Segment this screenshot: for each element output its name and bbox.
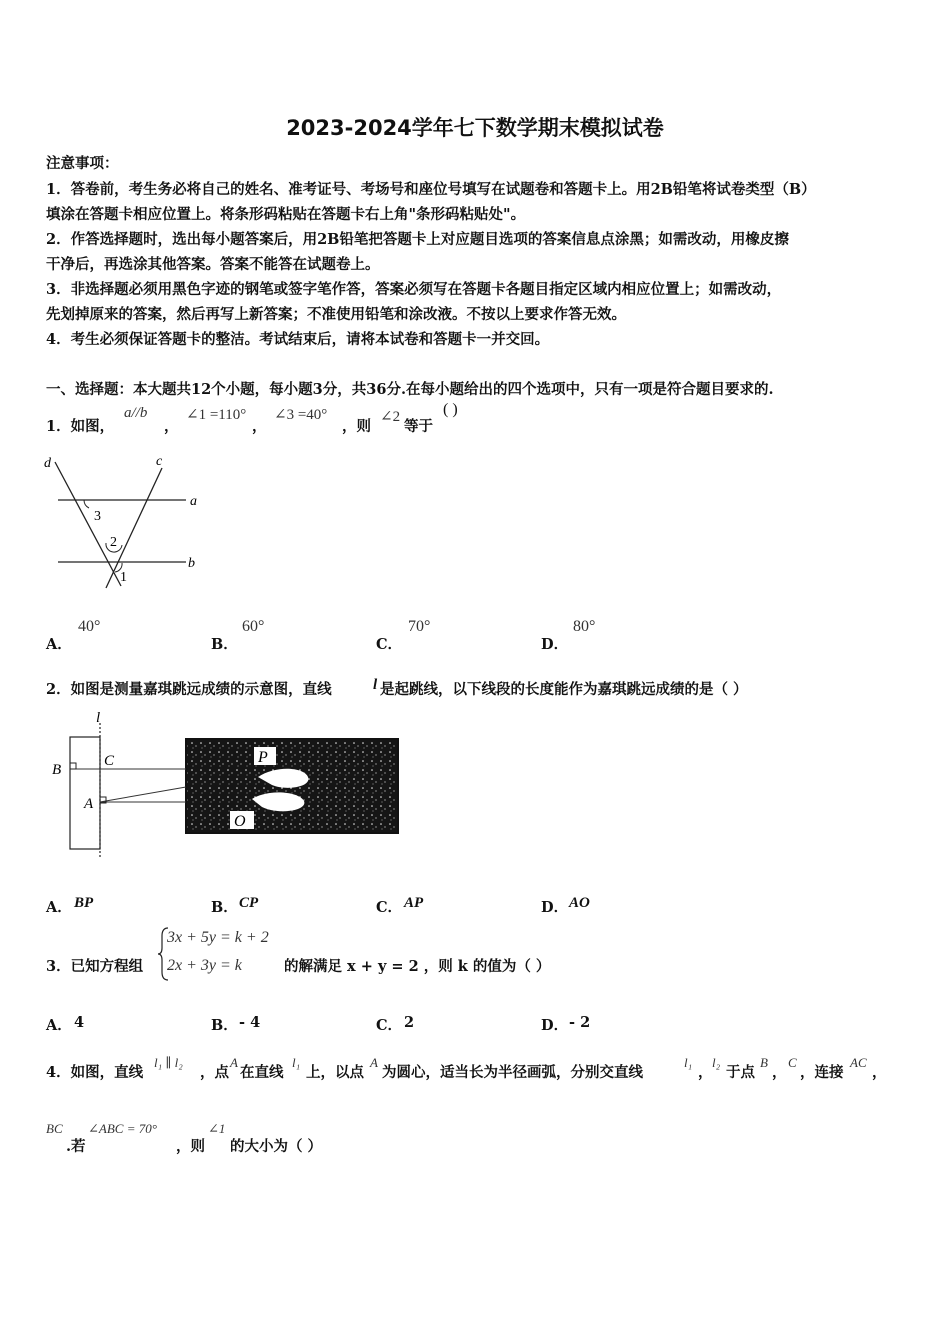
q4-text: .若 [66,1138,86,1155]
label-a: a [190,494,197,509]
q2-option-c-value: AP [404,895,424,911]
notice-line: 填涂在答题卡相应位置上。将条形码粘贴在答题卡右上角"条形码粘贴处"。 [46,206,526,223]
q2-option-d-value: AO [569,895,590,911]
label-p: P [258,749,268,766]
q2-option-b-value: CP [239,895,259,911]
q1-option-c-value: 70° [408,618,431,635]
section-heading: 一、选择题：本大题共12个小题，每小题3分，共36分.在每小题给出的四个选项中，只有一项是符合题目要求的. [46,381,774,398]
q3-option-c-letter[interactable]: C． [376,1017,403,1034]
q1-option-c-letter[interactable]: C． [376,636,403,653]
q4-text: 上，以点 [306,1064,364,1081]
q1-comma: ， [252,418,267,435]
label-a: A [84,796,94,812]
q2-option-b-letter[interactable]: B． [211,899,238,916]
page-title: 2023-2024学年七下数学期末模拟试卷 [286,116,664,140]
q2-option-c-letter[interactable]: C． [376,899,403,916]
q4-math-angle1: ∠1 [208,1121,226,1136]
notice-line: 干净后，再选涂其他答案。答案不能答在试题卷上。 [46,256,380,273]
q1-option-d-letter[interactable]: D． [541,636,569,653]
q1-math-angle2: ∠2 [380,409,401,425]
q4-math-b: B [760,1055,768,1070]
q4-text: 为圆心，适当长为半径画弧，分别交直线 [382,1064,643,1081]
q1-option-a-value: 40° [78,618,101,635]
q1-option-a-letter[interactable]: A． [46,636,72,653]
q4-text: ，连接 [800,1064,844,1081]
q4-text: 在直线 [240,1064,284,1081]
label-1: 1 [120,570,127,585]
q2-figure [46,705,406,865]
label-3: 3 [94,509,101,524]
notice-line: 3．非选择题必须用黑色字迹的钢笔或签字笔作答，答案必须写在答题卡各题目指定区域内相应位置上；如需改动， [46,281,782,298]
line-d [55,462,121,586]
q3-option-a-letter[interactable]: A． [46,1017,72,1034]
q1-figure [36,450,216,590]
q3-option-d-value: - 2 [569,1014,591,1031]
runway-board [70,737,100,849]
q4-math-ac: AC [850,1055,867,1070]
q3-equation-2: 2x + 3y = k [167,957,242,974]
q4-text: ，则 [176,1138,205,1155]
q2-option-a-value: BP [74,895,94,911]
q2-text-l: l [373,677,378,693]
q2-text-a: 2．如图是测量嘉琪跳远成绩的示意图，直线 [46,681,332,698]
q1-math-parallel: a//b [124,405,148,421]
q1-option-d-value: 80° [573,618,596,635]
label-2: 2 [110,535,117,550]
q3-option-c-value: 2 [404,1014,415,1031]
q3-option-b-value: - 4 [239,1014,261,1031]
notice-line: 1．答卷前，考生务必将自己的姓名、准考证号、考场号和座位号填写在试题卷和答题卡上。用2B铅笔将试卷类型（B） [46,181,816,198]
q4-math-l1: l₁ [292,1055,301,1070]
q2-option-d-letter[interactable]: D． [541,899,569,916]
notice-line: 4．考生必须保证答题卡的整洁。考试结束后，请将本试卷和答题卡一并交回。 [46,331,550,348]
q4-text: 4．如图，直线 [46,1064,144,1081]
q4-text: ， [772,1064,787,1081]
q1-option-b-value: 60° [242,618,265,635]
q4-math-c: C [788,1055,797,1070]
q4-math-bc: BC [46,1121,63,1136]
label-d: d [44,456,51,471]
q4-math-parallel: l₁ ∥ l₂ [154,1055,183,1070]
label-b: b [188,556,195,571]
q3-option-a-value: 4 [74,1014,85,1031]
label-o: O [234,813,246,830]
q1-math-angle3: ∠3 =40° [274,407,328,423]
notice-line: 先划掉原来的答案，然后再写上新答案；不准使用铅笔和涂改液。不按以上要求作答无效。 [46,306,626,323]
q4-math-angle-abc: ∠ABC = 70° [88,1121,157,1136]
q1-answer-paren: ( ) [443,401,458,418]
label-c: C [104,753,115,769]
q1-comma: ， [164,418,179,435]
q3-suffix: 的解满足 x + y = 2 ，则 k 的值为（ ） [284,958,551,975]
label-l: l [96,710,101,726]
q4-text: ， [872,1064,887,1081]
line-c [106,468,162,588]
q4-math-l2: l₂ [712,1055,721,1070]
q2-text-b: 是起跳线，以下线段的长度能作为嘉琪跳远成绩的是（ ） [380,681,748,698]
q1-option-b-letter[interactable]: B． [211,636,238,653]
q4-text: 的大小为（ ） [230,1138,323,1155]
q4-math-a: A [230,1055,238,1070]
label-c: c [156,454,163,469]
q3-option-b-letter[interactable]: B． [211,1017,238,1034]
q4-math-a: A [370,1055,378,1070]
label-b: B [52,762,62,778]
notice-heading: 注意事项： [46,155,119,172]
q4-text: 于点 [726,1064,755,1081]
notice-line: 2．作答选择题时，选出每小题答案后，用2B铅笔把答题卡上对应题目选项的答案信息点涂黑；如需改动，用橡皮擦 [46,231,789,248]
q3-prefix: 3．已知方程组 [46,958,144,975]
q1-then: ，则 [342,418,371,435]
segment-ap [100,787,186,802]
q1-math-angle1: ∠1 =110° [186,407,247,423]
q4-text: ，点 [200,1064,229,1081]
q4-text: ， [698,1064,713,1081]
q1-prefix: 1．如图， [46,418,115,435]
q4-math-l1: l₁ [684,1055,693,1070]
q1-suffix: 等于 [404,418,433,435]
q3-option-d-letter[interactable]: D． [541,1017,569,1034]
q2-option-a-letter[interactable]: A． [46,899,72,916]
angle-3-arc [84,500,89,508]
q3-equation-1: 3x + 5y = k + 2 [167,929,269,946]
